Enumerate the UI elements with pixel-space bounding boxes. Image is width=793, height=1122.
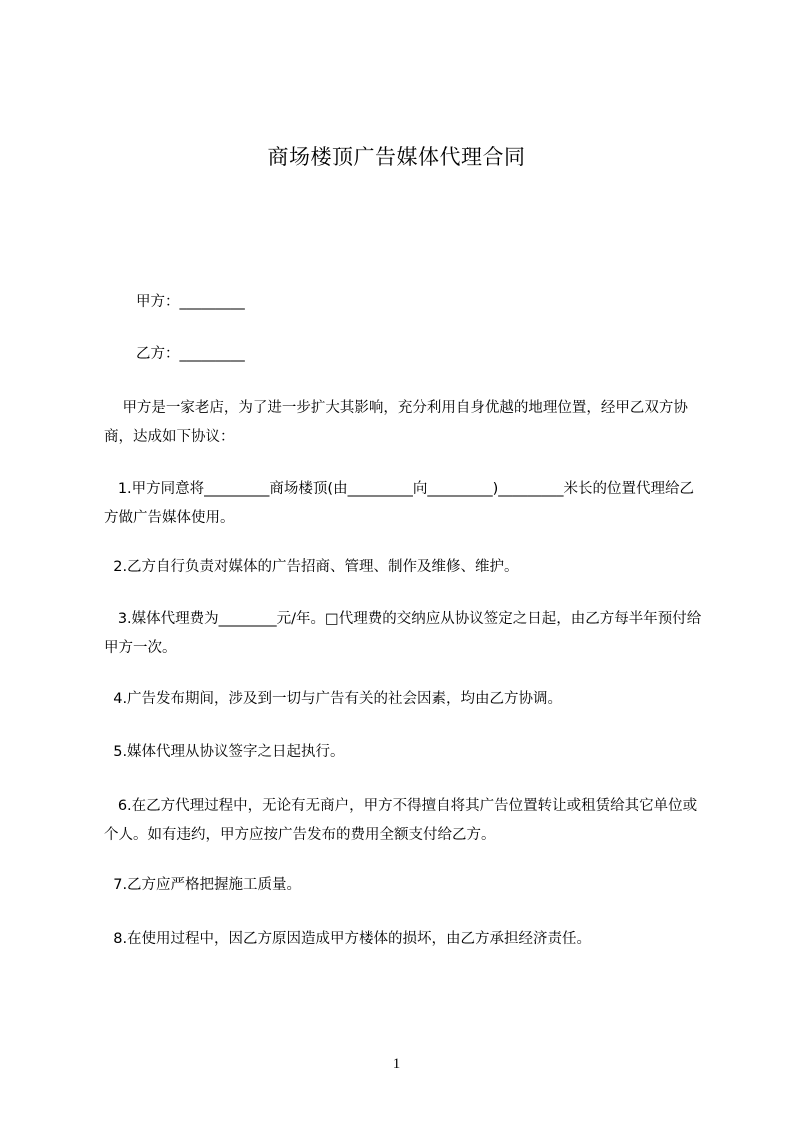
party-b-line: 乙方：_________ — [136, 346, 245, 362]
clause-6: 6.在乙方代理过程中，无论有无商户，甲方不得擅自将其广告位置转让或租赁给其它单位或个人。如有违约，甲方应按广告发布的费用全额支付给乙方。 — [104, 798, 698, 843]
clause-4: 4.广告发布期间，涉及到一切与广告有关的社会因素，均由乙方协调。 — [104, 691, 563, 707]
page-number: 1 — [392, 1056, 401, 1072]
clause-3: 3.媒体代理费为________元/年。□代理费的交纳应从协议签定之日起，由乙方每半年预付给甲方一次。 — [104, 611, 702, 656]
clause-5: 5.媒体代理从协议签字之日起执行。 — [104, 744, 345, 760]
clause-1: 1.甲方同意将_________商场楼顶(由_________向_________)_________米长的位置代理给乙方做广告媒体使用。 — [104, 481, 694, 526]
clause-2: 2.乙方自行负责对媒体的广告招商、管理、制作及维修、维护。 — [104, 559, 519, 575]
clause-8: 8.在使用过程中，因乙方原因造成甲方楼体的损坏，由乙方承担经济责任。 — [104, 931, 592, 947]
party-a-line: 甲方：_________ — [136, 294, 245, 310]
intro-paragraph: 甲方是一家老店，为了进一步扩大其影响，充分利用自身优越的地理位置，经甲乙双方协商，达成如下协议： — [104, 400, 688, 445]
document-title: 商场楼顶广告媒体代理合同 — [267, 145, 526, 169]
clause-7: 7.乙方应严格把握施工质量。 — [104, 877, 302, 893]
